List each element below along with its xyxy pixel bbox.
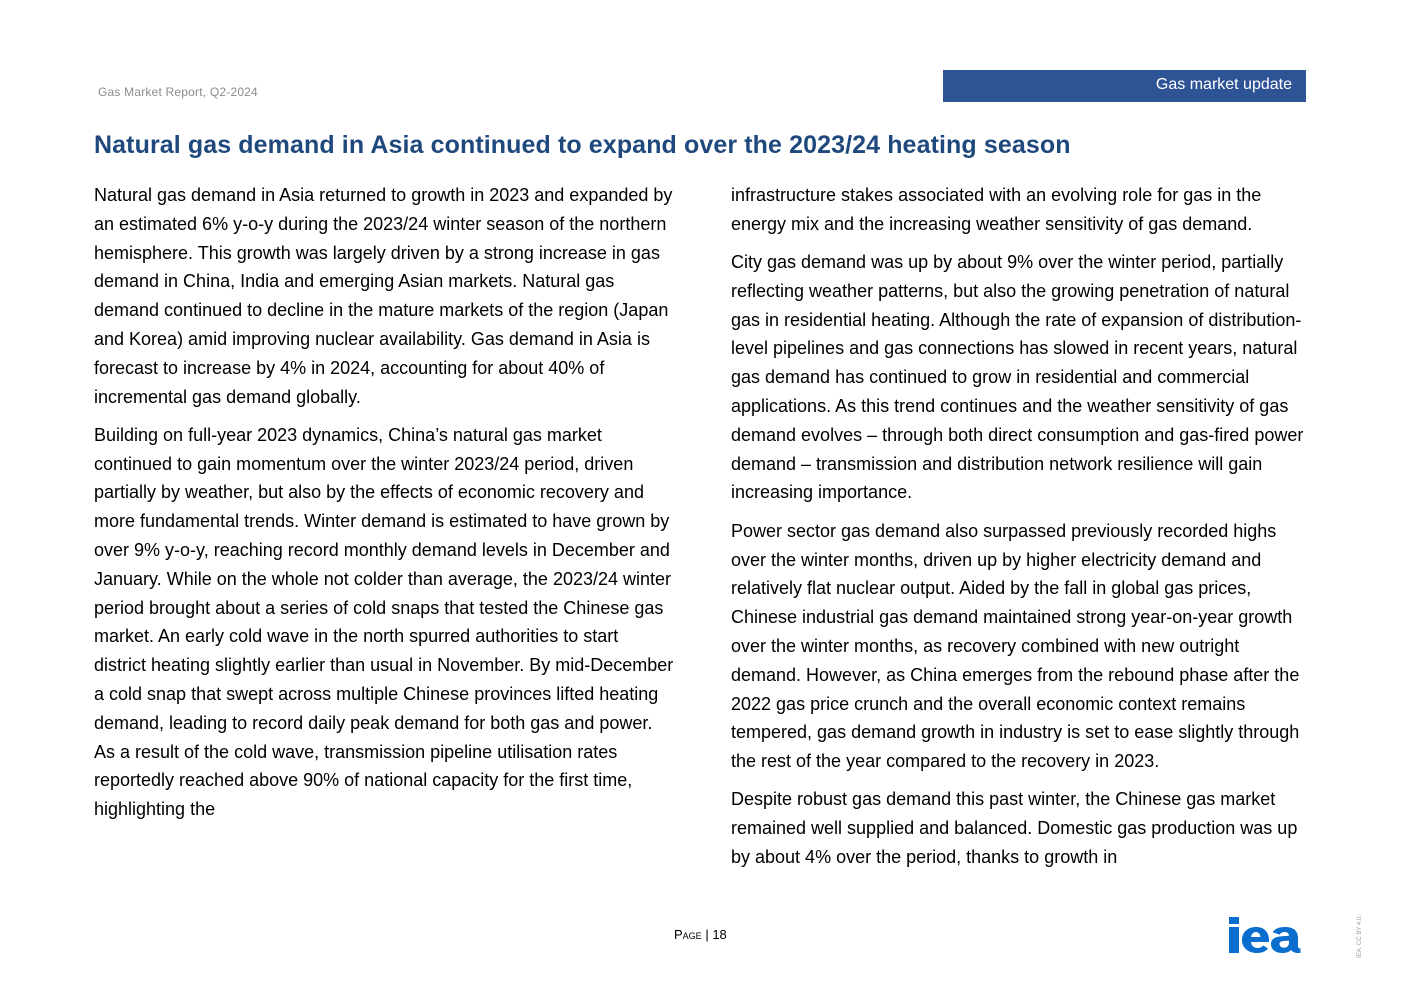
license-note: IEA. CC BY 4.0. xyxy=(1357,915,1363,958)
iea-logo xyxy=(1229,917,1309,953)
paragraph: Natural gas demand in Asia returned to growth in 2023 and expanded by an estimated 6% y-o-y during the 2023/24 winter season of the northern hemisphere. This growth was largely driven by a strong increase in gas demand in China, India and emerging Asian markets. Natural gas demand continued to decline in the mature markets of the region (Japan and Korea) amid improving nuclear availability. Gas demand in Asia is forecast to increase by 4% in 2024, accounting for about 40% of incremental gas demand globally. xyxy=(94,185,673,407)
paragraph: Despite robust gas demand this past winter, the Chinese gas market remained well supplied and balanced. Domestic gas production was up by about 4% over the period, thanks to growth in xyxy=(731,789,1298,868)
paragraph: Power sector gas demand also surpassed previously recorded highs over the winter months, driven up by higher electricity demand and relatively flat nuclear output. Aided by the fall in global gas prices, Chinese industrial gas demand maintained strong year-on-year growth over the winter months, as recovery combined with new outright demand. However, as China emerges from the rebound phase after the 2022 gas price crunch and the overall economic context remains tempered, gas demand growth in industry is set to ease slightly through the rest of the year compared to the recovery in 2023. xyxy=(731,520,1300,772)
page-number xyxy=(674,927,727,942)
page-separator: | xyxy=(705,927,709,942)
page-title: Natural gas demand in Asia continued to expand over the 2023/24 heating season xyxy=(94,131,1071,159)
page-number-value: 18 xyxy=(712,927,727,942)
page-word: Page xyxy=(674,927,702,942)
paragraph: infrastructure stakes associated with an evolving role for gas in the energy mix and the increasing weather sensitivity of gas demand. xyxy=(731,185,1262,234)
report-name: Gas Market Report, Q2-2024 xyxy=(98,85,258,99)
right-column xyxy=(731,181,1313,881)
paragraph: City gas demand was up by about 9% over the winter period, partially reflecting weather patterns, but also the growing penetration of natural gas in residential heating. Although the rate of expansion of distribution-level pipelines and gas connections has slowed in recent years, natural gas demand has continued to grow in residential and commercial applications. As this trend continues and the weather sensitivity of gas demand evolves – through both direct consumption and gas-fired power demand – transmission and distribution network resilience will gain increasing importance. xyxy=(731,252,1304,503)
left-column xyxy=(94,181,674,834)
section-tab: Gas market update xyxy=(943,70,1306,102)
paragraph: Building on full-year 2023 dynamics, China’s natural gas market continued to gain momentum over the winter 2023/24 period, driven partially by weather, but also by the effects of economic recovery and more fundamental trends. Winter demand is estimated to have grown by over 9% y-o-y, reaching record monthly demand levels in December and January. While on the whole not colder than average, the 2023/24 winter period brought about a series of cold snaps that tested the Chinese gas market. An early cold wave in the north spurred authorities to start district heating slightly earlier than usual in November. By mid-December a cold snap that swept across multiple Chinese provinces lifted heating demand, leading to record daily peak demand for both gas and power. As a result of the cold wave, transmission pipeline utilisation rates reportedly reached above 90% of national capacity for the first time, highlighting the xyxy=(94,424,674,820)
